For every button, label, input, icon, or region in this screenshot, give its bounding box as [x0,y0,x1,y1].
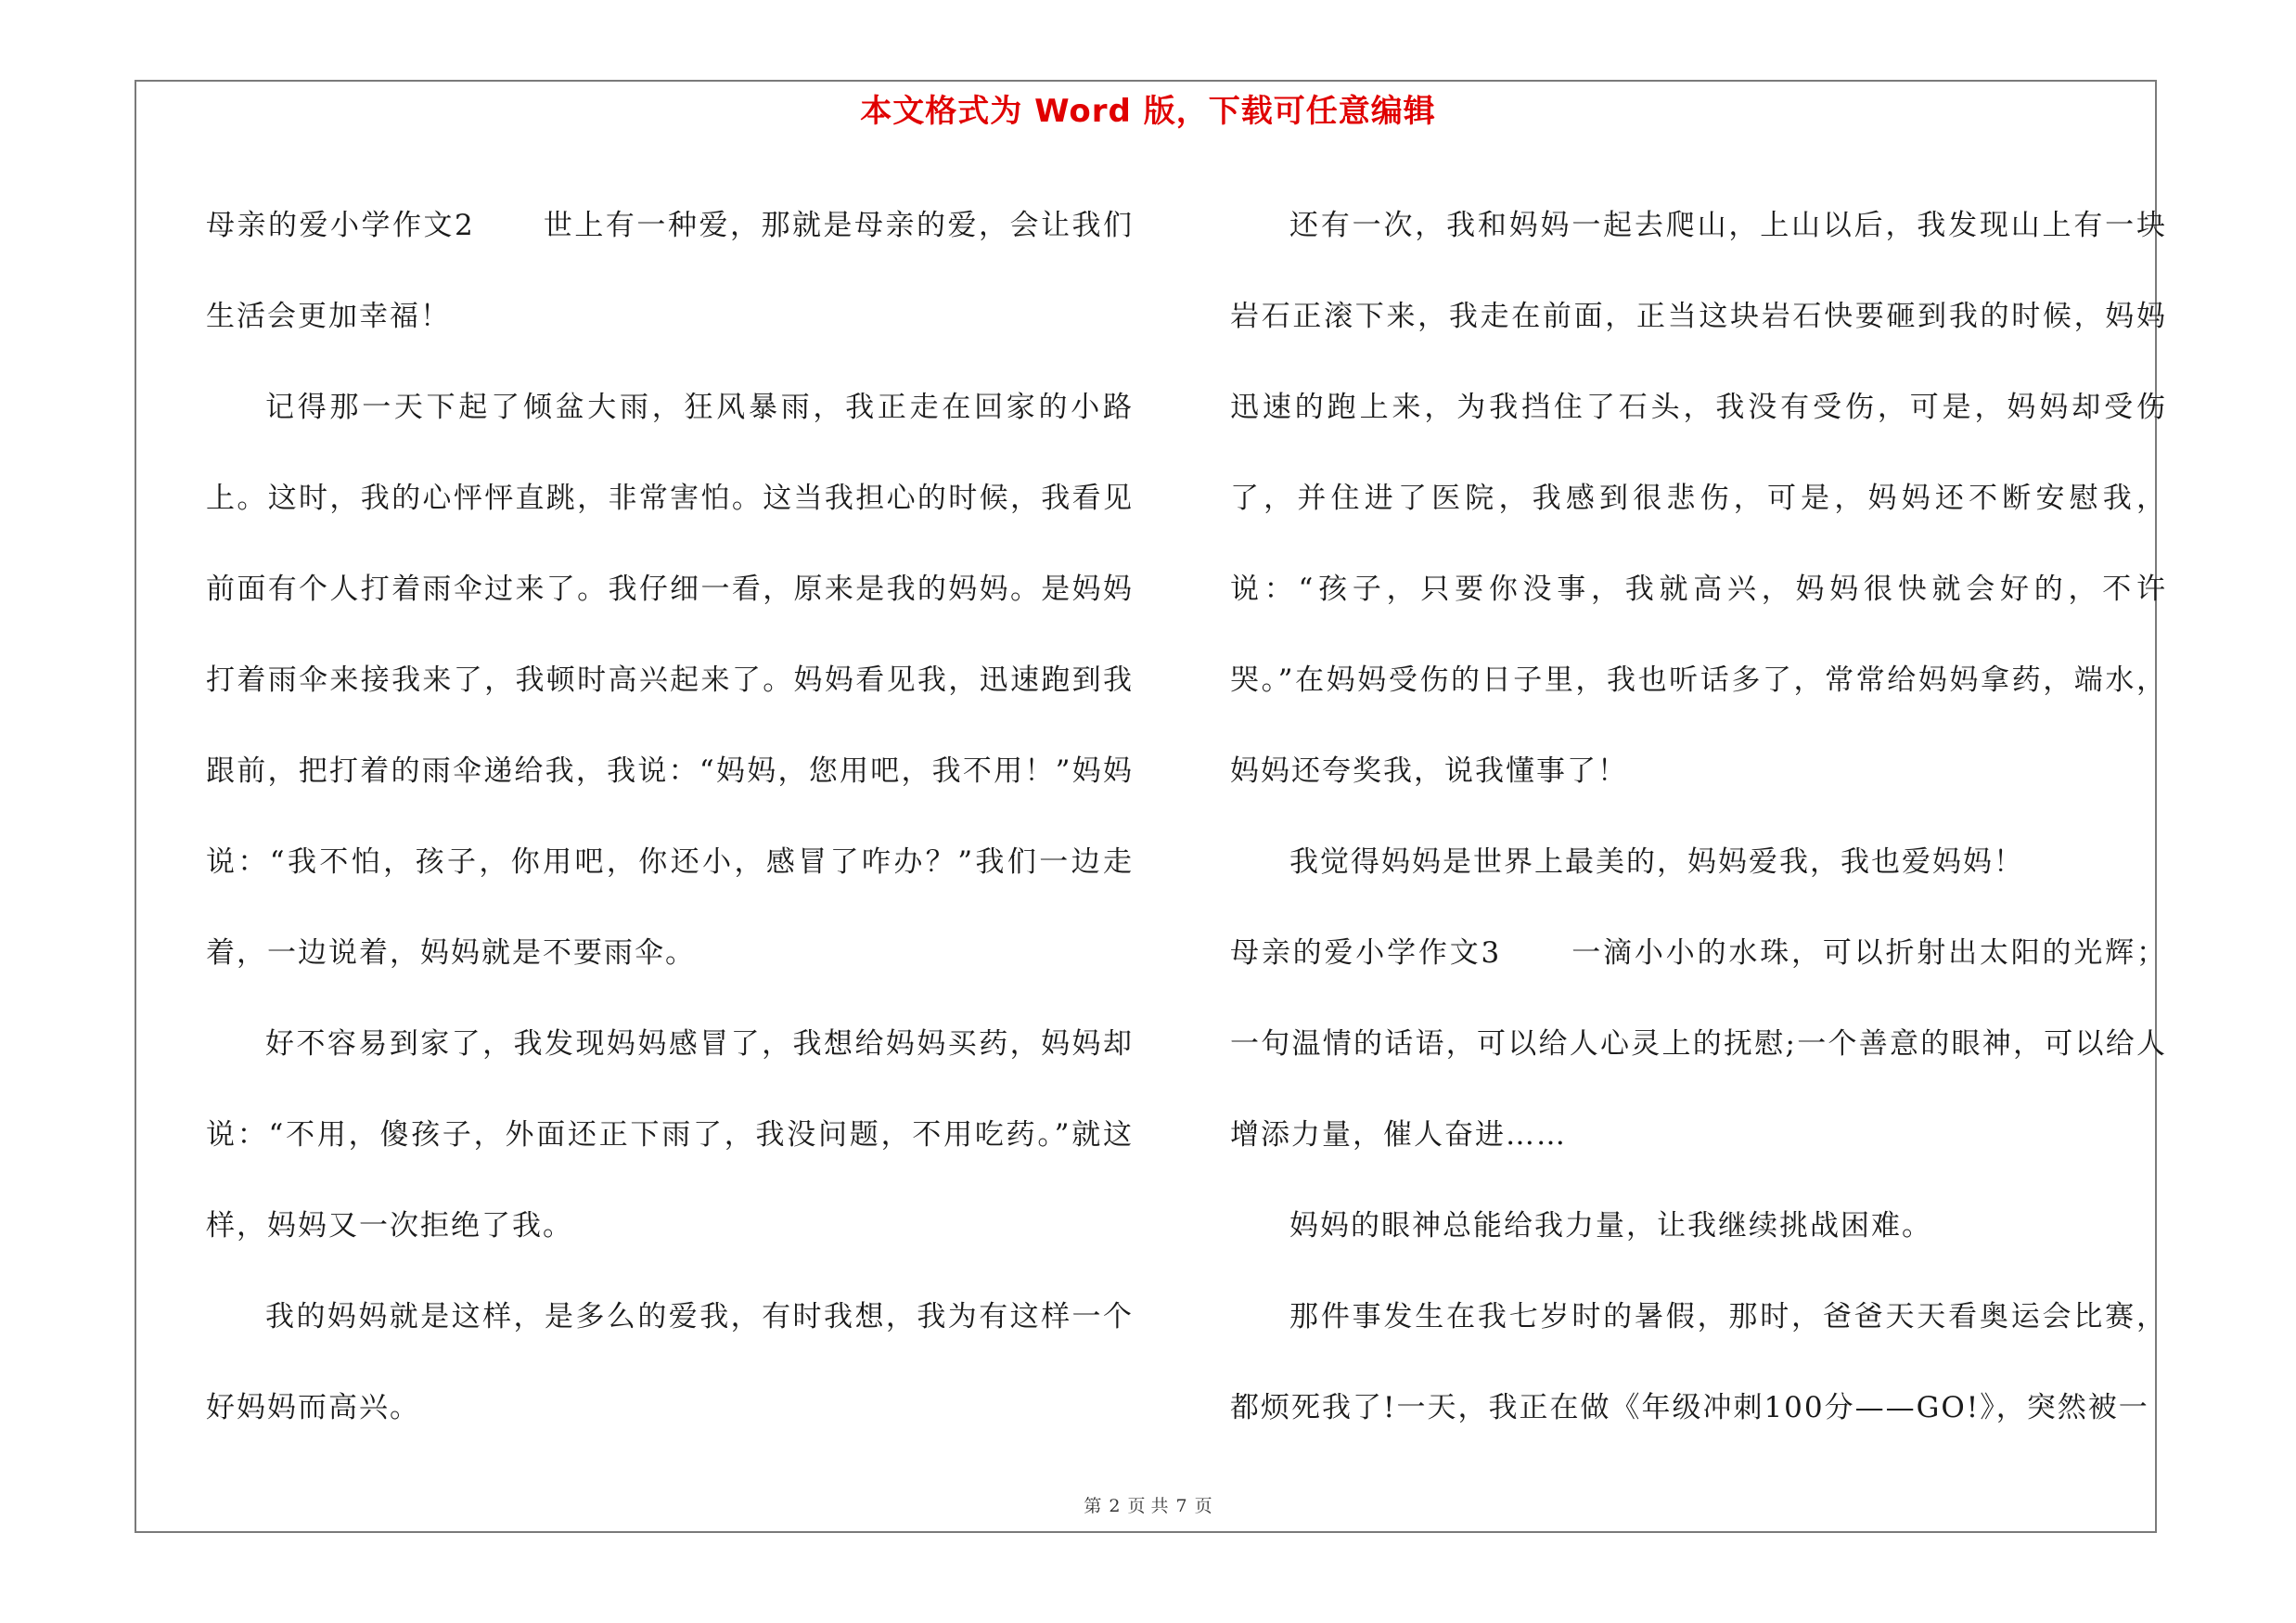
paragraph-text: 世上有一种爱，那就是母亲的爱，会让我们生活会更加幸福！ [206,209,1134,333]
essay-title: 母亲的爱小学作文3 [1230,936,1502,970]
total-page-number: 7 [1175,1496,1187,1516]
essay-heading-paragraph [206,180,1134,362]
essay-heading-paragraph [1230,908,2167,1180]
right-column [1230,180,2167,1453]
paragraph-text: 一滴小小的水珠，可以折射出太阳的光辉；一句温情的话语，可以给人心灵上的抚慰;一个善意的眼神，可以给人增添力量，催人奋进…… [1230,936,2167,1152]
left-column [206,180,1134,1453]
footer-suffix: 页 [1194,1496,1212,1516]
paragraph: 还有一次，我和妈妈一起去爬山，上山以后，我发现山上有一块岩石正滚下来，我走在前面，正当这块岩石快要砸到我的时候，妈妈迅速的跑上来，为我挡住了石头，我没有受伤，可是，妈妈却受伤了，并住进了医院，我感到很悲伤，可是，妈妈还不断安慰我，说：“孩子，只要你没事，我就高兴，妈妈很快就会好的，不许哭。”在妈妈受伤的日子里，我也听话多了，常常给妈妈拿药，端水，妈妈还夸奖我，说我懂事了！ [1230,209,2167,788]
footer-prefix: 第 [1084,1496,1102,1516]
paragraph: 记得那一天下起了倾盆大雨，狂风暴雨，我正走在回家的小路上。这时，我的心怦怦直跳，非常害怕。这当我担心的时候，我看见前面有个人打着雨伞过来了。我仔细一看，原来是我的妈妈。是妈妈打着雨伞来接我来了，我顿时高兴起来了。妈妈看见我，迅速跑到我跟前，把打着的雨伞递给我，我说：“妈妈，您用吧，我不用！”妈妈说：“我不怕，孩子，你用吧，你还小，感冒了咋办？”我们一边走着，一边说着，妈妈就是不要雨伞。 [206,391,1134,970]
essay-title: 母亲的爱小学作文2 [206,209,475,242]
footer-middle: 页 共 [1127,1496,1169,1516]
paragraph: 我觉得妈妈是世界上最美的，妈妈爱我，我也爱妈妈！ [1289,845,2024,879]
paragraph: 好不容易到家了，我发现妈妈感冒了，我想给妈妈买药，妈妈却说：“不用，傻孩子，外面还正下雨了，我没问题，不用吃药。”就这样，妈妈又一次拒绝了我。 [206,1027,1134,1243]
current-page-number: 2 [1109,1496,1121,1516]
paragraph: 那件事发生在我七岁时的暑假，那时，爸爸天天看奥运会比赛，都烦死我了!一天，我正在做《年级冲刺100分——GO!》，突然被一 [1230,1300,2167,1424]
paragraph: 妈妈的眼神总能给我力量，让我继续挑战困难。 [1289,1209,1932,1243]
page-number-footer [0,1492,2296,1517]
paragraph: 我的妈妈就是这样，是多么的爱我，有时我想，我为有这样一个好妈妈而高兴。 [206,1300,1134,1424]
format-banner: 本文格式为 Word 版，下载可任意编辑 [860,93,1436,130]
